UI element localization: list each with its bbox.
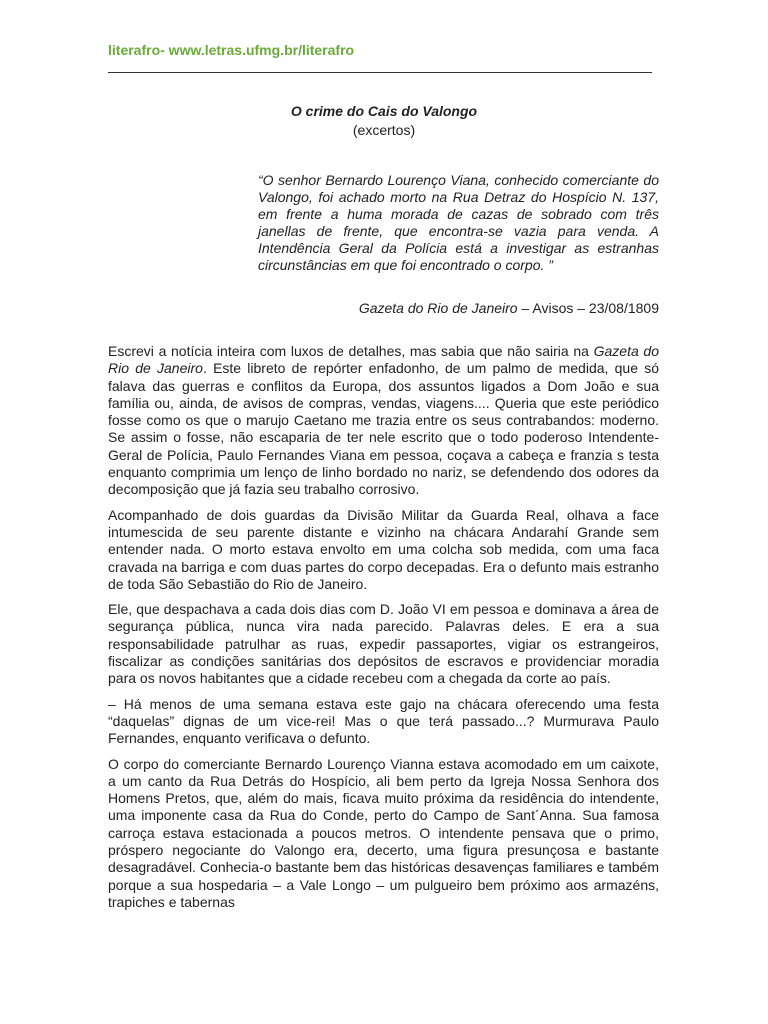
paragraph-5: O corpo do comerciante Bernardo Lourenço Vianna estava acomodado em um caixote, a um canto da Rua Detrás do Hospício, ali bem perto da Igreja Nossa Senhora dos Homens Pretos, que, além do mais, ficava muito próxima da residência do intendente, uma imponente casa da Rua do Conde, perto do Campo de Sant´Anna. Sua famosa carroça estava estacionada a poucos metros. O intendente pensava que o primo, próspero negociante do Valongo era, decerto, uma figura presunçosa e bastante desagradável. Conhecia-o bastante bem das históricas desavenças familiares e também porque a sua hospedaria – a Vale Longo – um pulgueiro bem próximo aos armazéns, trapiches e tabernas bbox=[108, 755, 659, 910]
epigraph-source bbox=[258, 300, 659, 316]
source-detail: – Avisos – 23/08/1809 bbox=[517, 300, 659, 316]
paragraph-1-text-a: Escrevi a notícia inteira com luxos de detalhes, mas sabia que não sairia na bbox=[108, 343, 594, 359]
document-subtitle: (excertos) bbox=[352, 122, 416, 138]
body-text bbox=[108, 343, 659, 919]
paragraph-4: – Há menos de uma semana estava este gajo na chácara oferecendo uma festa “daquelas” dignas de um vice-rei! Mas o que terá passado...? Murmurava Paulo Fernandes, enquanto verificava o defunto. bbox=[108, 695, 659, 747]
source-publication: Gazeta do Rio de Janeiro bbox=[358, 300, 518, 316]
header-divider bbox=[108, 72, 652, 73]
paragraph-3: Ele, que despachava a cada dois dias com D. João VI em pessoa e dominava a área de segurança pública, nunca vira nada parecido. Palavras deles. E era a sua responsabilidade patrulhar as ruas, expedir passaportes, vigiar os estrangeiros, fiscalizar as condições sanitárias dos depósitos de escravos e providenciar moradia para os novos habitantes que a cidade recebeu com a chegada da corte ao país. bbox=[108, 601, 659, 687]
epigraph-quote: “O senhor Bernardo Lourenço Viana, conhecido comerciante do Valongo, foi achado morto na Rua Detraz do Hospício N. 137, em frente a huma morada de cazas de sobrado com três janellas de frente, que encontra-se vazia para venda. A Intendência Geral da Polícia está a investigar as estranhas circunstâncias em que foi encontrado o corpo. ” bbox=[258, 172, 659, 273]
paragraph-2: Acompanhado de dois guardas da Divisão Militar da Guarda Real, olhava a face intumescida de seu parente distante e vizinho na chácara Andarahí Grande sem entender nada. O morto estava envolto em uma colcha sob medida, com uma faca cravada na barriga e com duas partes do corpo decepadas. Era o defunto mais estranho de toda São Sebastião do Rio de Janeiro. bbox=[108, 506, 659, 592]
document-title: O crime do Cais do Valongo bbox=[290, 103, 478, 119]
paragraph-1-publication: Gazeta do Rio de Janeiro bbox=[108, 343, 660, 377]
paragraph-1 bbox=[108, 343, 659, 499]
paragraph-1-text-c: . Este libreto de repórter enfadonho, de um palmo de medida, que só falava das guerras e conflitos da Europa, dos assuntos ligados a Dom João e sua família ou, ainda, de avisos de compras, vendas, viagens.... Queria que este periódico fosse como os que o marujo Caetano me trazia entre os seus contrabandos: moderno. Se assim o fosse, não escaparia de ter nele escrito que o todo poderoso Intendente-Geral de Polícia, Paulo Fernandes Viana em pessoa, coçava a cabeça e franzia s testa enquanto comprimia um lenço de linho bordado no nariz, se defendendo dos odores da decomposição que já fazia seu trabalho corrosivo. bbox=[108, 360, 660, 498]
site-link[interactable]: literafro- www.letras.ufmg.br/literafro bbox=[108, 42, 355, 58]
